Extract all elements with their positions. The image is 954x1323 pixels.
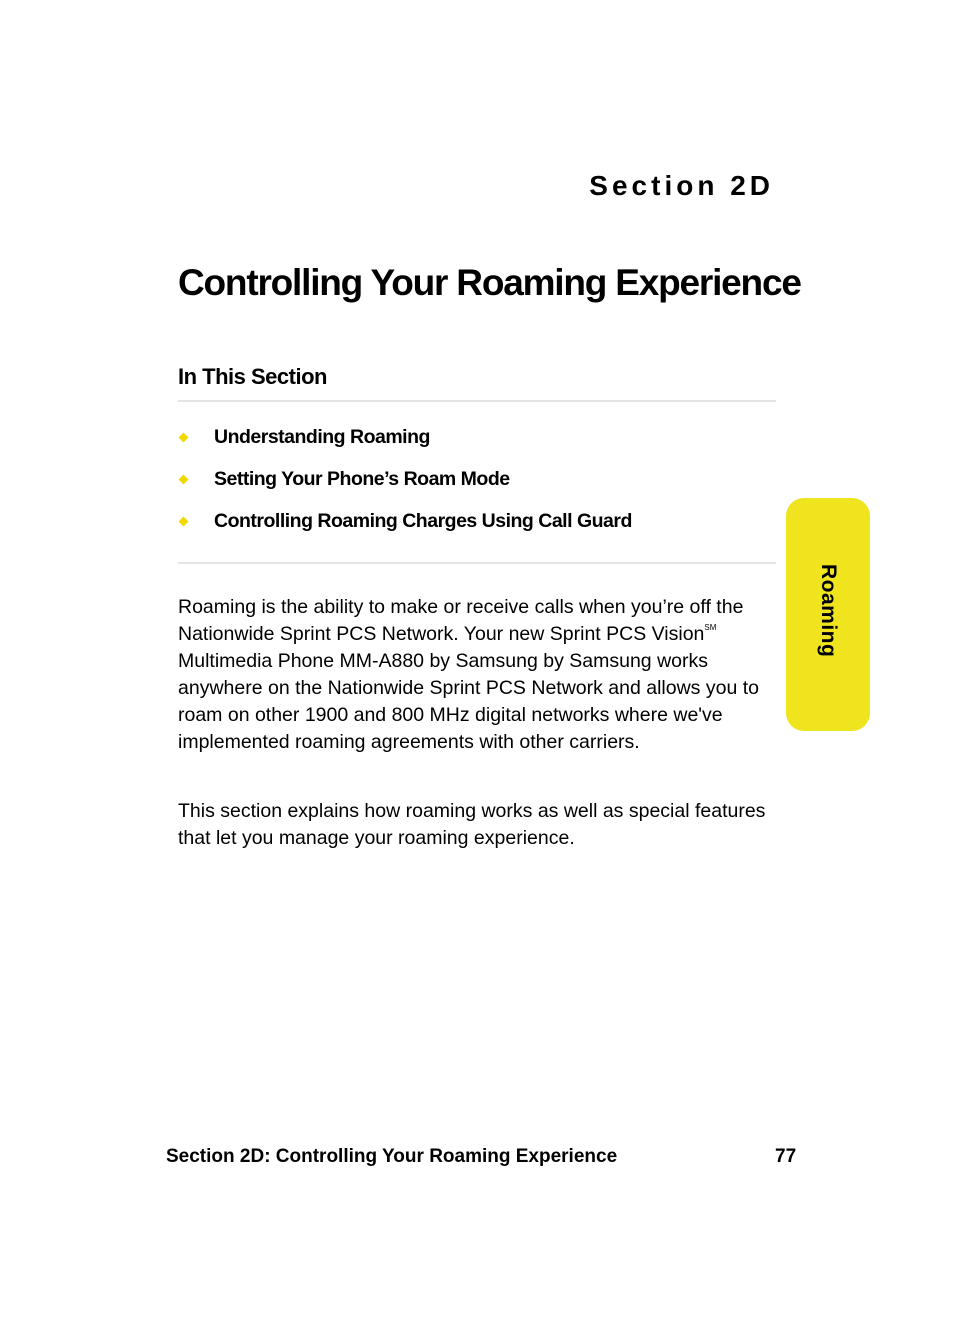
chapter-side-tab <box>786 498 870 731</box>
diamond-bullet-icon <box>179 517 189 527</box>
service-mark: SM <box>704 623 717 632</box>
intro-paragraph <box>178 594 768 756</box>
intro-text-start: Roaming is the ability to make or receive calls when you’re off the Nationwide Sprint PCS Network. Your new Sprint PCS Vision <box>178 596 744 645</box>
divider-top <box>178 400 776 402</box>
section-topic-list <box>178 424 632 550</box>
intro-text-end: Multimedia Phone MM-A880 by Samsung by Samsung works anywhere on the Nationwide Sprint PCS Network and allows you to roam on other 1900 and 800 MHz digital networks where we've implemented roaming agreements with other carriers. <box>178 650 759 753</box>
page-number: 77 <box>775 1146 797 1167</box>
diamond-bullet-icon <box>179 475 189 485</box>
page-title: Controlling Your Roaming Experience <box>178 262 801 303</box>
list-item <box>178 466 632 508</box>
section-overview-paragraph: This section explains how roaming works as well as special features that let you manage your roaming experience. <box>178 800 766 849</box>
side-tab-label: Roaming <box>817 564 840 658</box>
list-item-label: Understanding Roaming <box>214 426 430 448</box>
section-label: Section 2D <box>589 170 774 201</box>
list-item <box>178 508 632 550</box>
footer-title: Section 2D: Controlling Your Roaming Experience <box>166 1146 618 1167</box>
list-item <box>178 424 632 466</box>
list-item-label: Controlling Roaming Charges Using Call Guard <box>214 510 632 532</box>
divider-bottom <box>178 562 776 564</box>
list-item-label: Setting Your Phone’s Roam Mode <box>214 468 510 490</box>
diamond-bullet-icon <box>179 433 189 443</box>
in-this-section-heading: In This Section <box>178 364 327 389</box>
